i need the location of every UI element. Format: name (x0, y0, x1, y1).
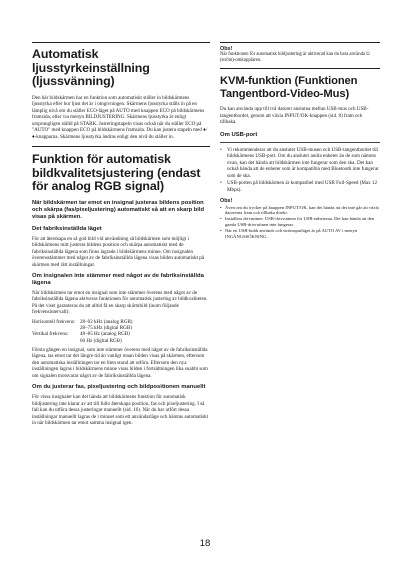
page-number: 18 (199, 538, 211, 549)
section-divider (32, 146, 210, 147)
note-bullet-text: Även om du trycker på knappen INPUT/OK, kan det hända att det inte går att växla datorerna fram och tillbaka direkt. (225, 204, 379, 216)
left-top-rule (32, 42, 210, 43)
spec-label: Horisontell frekvens: (32, 318, 76, 325)
first-signal-text: Första gången en insignal, som inte stämmer överens med något av de fabriksinställda lägena, tas emot tar det längre tid än vanligt innan bilden visas på skärmen, eftersom den automatiska inställningen tar en liten stund att utföra. Eftersom den nya inställningen lagras i bildskärmens minne visas bilden i fortsättningen lika snabbt som om signalen motsvarar något av de fabriksinställda lägena. (32, 346, 208, 379)
note-bullet-text: Installera drivrutiner. USB-drivrutinen för USB-enheterna. Det kan hända att den gamla USB-drivrutinen inte fungerar. (225, 216, 375, 227)
heading-usb-port: Om USB-port (220, 131, 258, 138)
spec-value: 60 Hz (digital RGB) (80, 337, 122, 344)
right-top-rule (220, 42, 380, 43)
bullet-icon: • (220, 180, 222, 187)
usb-bullet-text: USB-porten på bildskärmen är kompatibel med USB Full-Speed (Max 12 Mbps). (227, 180, 378, 193)
spec-label: Vertikal frekvens: (32, 331, 69, 338)
section-title-auto-image-quality: Funktion för automatisk bildkvalitetsjustering (endast för analog RGB signal) (32, 152, 201, 194)
note-title: Obs! (220, 46, 233, 52)
note-bullet (220, 228, 380, 240)
section-title-auto-brightness: Automatisk ljusstyrkeinställning (ljussvänning) (32, 47, 150, 89)
spec-label (32, 338, 80, 344)
left-column (32, 44, 210, 532)
usb-heading-rule (220, 142, 380, 143)
spec-value: 28–75 kHz (digital RGB) (80, 324, 132, 331)
bullet-icon: • (220, 216, 222, 222)
spec-value: 48–85 Hz (analog RGB) (80, 331, 130, 338)
non-matching-signal-text: När bildskärmen tar emot en insignal som inte stämmer överens med något av de fabriksinställda lägena aktiveras funktionen för automatisk justering av bildkvaliteten. På det viset garanteras du att alltid få en skarp skärmbild (inom följande frekvensintervall): (32, 289, 208, 316)
note-bullet-text: När en USB-hubb används och strömsparläget är på AUTO AV i menyn INGÅNGSSÖKNING. (225, 227, 358, 239)
usb-bullet-text: Vi rekommenderar att du ansluter USB-musen och USB-tangentbordet till bildskärmens USB-port. Om du ansluter andra enheter än de som nämnts ovan, kan det hända att bildskärmen inte fungerar som den ska. Det kan också hända att de enheter som är kompatibla med Bluetooth inte fungerar som de ska. (227, 146, 379, 179)
kvm-text: Du kan använda upp till två datorer anslutna mellan USB-mus och USB-tangentbordet, genom att växla INPUT/OK-knappen (sid. 8) fram och tillbaka. (220, 106, 369, 126)
factory-mode-text: För att återskapa en så god bild vid användning så bildskärmen som möjligt i bildskärmens mitt justeras bildens position och skärpa automatiskt med de fabriksinställda lägena som finns lagrade i bildskärmens minne. Om insignalen överensstämmer med något av de fabriksinställda lägena visas bilden automatiskt på skärmen med rätt inställningar. (32, 235, 205, 268)
usb-bullet (220, 180, 380, 193)
auto-brightness-text: Den här bildskärmen har en funktion som automatiskt ställer in bildskärmens ljusstyrka efter hur ljust det är i omgivningen. Skärmens ljusstyrka ställs in på en lämplig nivå om du ställer ECO-läget på AUTO med knappen ECO på bildskärmens framsida, eller via menyn BILDJUSTERING. Skärmens ljusstyrka är enligt ursprungligen ställd på STARK. Justeringstapeln visas också när du ställer ECO på "AUTO" med knappen ECO på bildskärmens framsida. Du kan justera stapeln med ♦/♦-knapparna. Skärmens ljusstyrka ändras enligt den nivå du ställer in. (32, 94, 208, 140)
section-title-kvm: KVM-funktion (Funktionen Tangentbord-Video-Mus) (220, 75, 358, 100)
section-divider (220, 68, 380, 69)
usb-bullet (220, 147, 380, 180)
note-bullet (220, 205, 380, 217)
heading-non-matching-signal: Om insignalen inte stämmer med något av de fabriksinställda lägena (32, 273, 204, 286)
note-text: När funktionen för automatisk bildjustering är aktiverad kan du bara använda ⏻ (ström)-omkopplaren. (220, 52, 370, 64)
heading-manual-adjust: Om du justerar fas, pixeljustering och bildpositionen manuellt (32, 384, 206, 391)
note-bullet (220, 216, 380, 228)
frequency-spec-table (32, 319, 210, 344)
note-title: Obs! (220, 198, 233, 205)
heading-factory-mode: Det fabriksinställda läget (32, 225, 102, 232)
bullet-icon: • (220, 204, 222, 210)
manual-adjust-text: För vissa insignaler kan det hända att bildskärmens funktion för automatisk bildjustering inte klarar av att till fullo återskapa position, fas och pixeljustering. I så fall kan du utföra dessa justeringar manuellt (sid. 16). När du har utfört dessa inställningar manuellt lagras de i minnet som ett användarläge och hämtas automatiskt in när bildskärmen tar emot samma insignal igen. (32, 394, 209, 427)
auto-image-quality-intro: När bildskärmen tar emot en insignal justeras bildens position och skärpa (fas/pixeljustering) automatiskt så att en skarp bild visas på skärmen. (32, 200, 205, 220)
bullet-icon: • (220, 227, 222, 233)
spec-value: 28–92 kHz (analog RGB) (80, 318, 133, 325)
bullet-icon: • (220, 146, 222, 153)
right-column (220, 44, 380, 374)
